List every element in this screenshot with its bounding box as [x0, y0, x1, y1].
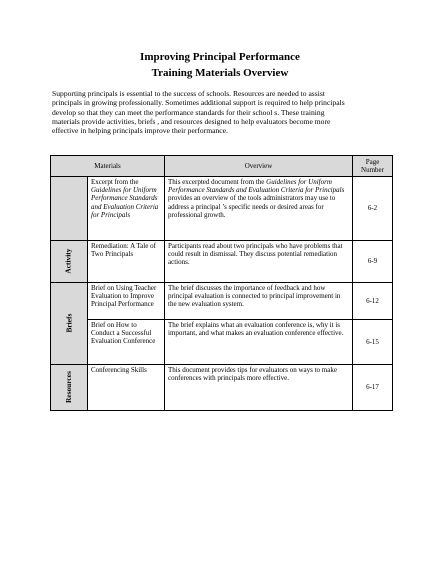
group-label-text: Activity [63, 248, 73, 275]
page-number-cell: 6-2 [353, 177, 393, 241]
intro-line: Supporting principals is essential to the success of schools. Resources are needed to assist [52, 89, 325, 98]
group-label-activity [51, 241, 88, 283]
page-subtitle: Training Materials Overview [151, 67, 289, 79]
overview-cell: The brief explains what an evaluation conference is, why it is important, and what makes an evaluation conference effective. [165, 320, 353, 365]
intro-line: materials provide activities, briefs , and resources designed to help evaluators become more [52, 116, 331, 126]
intro-line: develop so that they can meet the performance standards for their school s. These training [52, 107, 325, 117]
overview-italic-text: Guidelines for Uniform Performance Standards and Evaluation Criteria for Principals [168, 178, 345, 195]
overview-text: This excerpted document from the [168, 178, 265, 186]
intro-line: effective in helping principals improve their performance. [52, 126, 228, 136]
table-row [51, 320, 393, 365]
material-cell: Conferencing Skills [88, 365, 165, 411]
material-cell: Brief on How to Conduct a Successful Evaluation Conference [88, 320, 165, 365]
header-overview: Overview [165, 156, 353, 177]
intro-paragraph [52, 89, 392, 135]
material-italic-text: Guidelines for Uniform Performance Standards and Evaluation Criteria for Principals [91, 186, 159, 219]
group-label-text: Briefs [63, 314, 73, 333]
overview-text: provides an overview of the tools administrators may use to address a principal ’s specific needs or desired areas for professional growth. [168, 194, 336, 219]
material-text: Excerpt from the [91, 178, 139, 186]
page-number-cell: 6-9 [353, 241, 393, 283]
page-number-cell: 6-15 [353, 320, 393, 365]
material-cell: Brief on Using Teacher Evaluation to Improve Principal Performance [88, 283, 165, 320]
group-label-briefs [51, 283, 88, 365]
table-row [51, 177, 393, 241]
table-row [51, 365, 393, 411]
overview-cell: The brief discusses the importance of feedback and how principal evaluation is connected to principal improvement in the new evaluation system. [165, 283, 353, 320]
page-number-cell: 6-17 [353, 365, 393, 411]
table-row [51, 241, 393, 283]
material-cell: Remediation: A Tale of Two Principals [88, 241, 165, 283]
overview-cell: This document provides tips for evaluators on ways to make conferences with principals more effective. [165, 365, 353, 411]
table-header-row [51, 156, 393, 177]
overview-cell: Participants read about two principals who have problems that could result in dismissal. They discuss potential remediation actions. [165, 241, 353, 283]
overview-cell [165, 177, 353, 241]
intro-line: principals in growing professionally. Sometimes additional support is required to help principals [52, 98, 345, 108]
group-label-text: Resources [63, 371, 73, 404]
header-page-number: Page Number [353, 156, 393, 177]
materials-table [50, 155, 393, 411]
group-cell-empty [51, 177, 88, 241]
material-cell [88, 177, 165, 241]
table-row [51, 283, 393, 320]
group-label-resources [51, 365, 88, 411]
page-number-cell: 6-12 [353, 283, 393, 320]
page-title: Improving Principal Performance [140, 51, 300, 63]
header-materials: Materials [51, 156, 165, 177]
